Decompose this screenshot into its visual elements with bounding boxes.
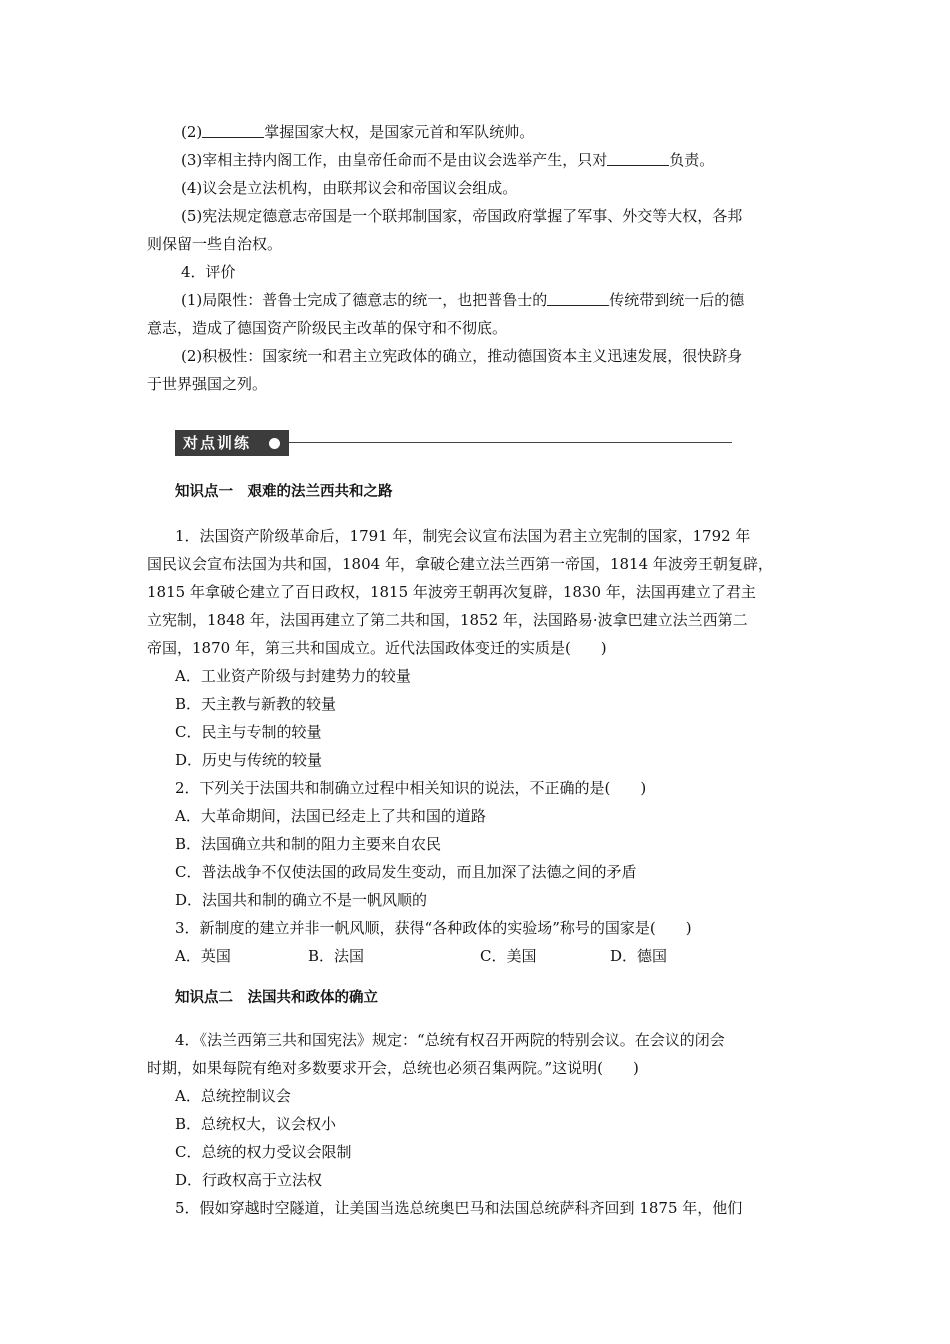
section-two: [175, 984, 815, 1012]
text-line: [147, 230, 815, 258]
answer-option: B．法国确立共和制的阻力主要来自农民: [175, 835, 442, 853]
section-heading: 知识点一 艰难的法兰西共和之路: [175, 484, 393, 500]
line-text: 于世界强国之列。: [147, 375, 268, 393]
text-line: [175, 286, 815, 314]
line-text: 传统带到统一后的德: [609, 291, 745, 309]
answer-option: C．总统的权力受议会限制: [175, 1143, 352, 1161]
question-text: 1．法国资产阶级革命后，1791 年，制宪会议宣布法国为君主立宪制的国家，1792 年: [175, 527, 751, 545]
answer-option: A．英国: [175, 947, 231, 965]
line-text: (3)宰相主持内阁工作，由皇帝任命而不是由议会选举产生，只对: [181, 151, 608, 169]
question-text: 1815 年拿破仑建立了百日政权，1815 年波旁王朝再次复辟，1830 年，法国再建立了君主: [147, 583, 756, 601]
question-text: 立宪制，1848 年，法国再建立了第二共和国，1852 年，法国路易·波拿巴建立法兰西第二: [147, 611, 748, 629]
top-section: [147, 118, 815, 398]
line-text: (5)宪法规定德意志帝国是一个联邦制国家，帝国政府掌握了军事、外交等大权，各邦: [181, 207, 743, 225]
text-line: [147, 370, 815, 398]
answer-option: A．工业资产阶级与封建势力的较量: [175, 667, 411, 685]
text-line: [175, 342, 815, 370]
line-text: 负责。: [669, 151, 715, 169]
line-text: (4)议会是立法机构，由联邦议会和帝国议会组成。: [181, 179, 518, 197]
question-1: [147, 522, 815, 970]
line-text: 4．评价: [181, 263, 236, 281]
text-line: [175, 174, 815, 202]
answer-option: D．行政权高于立法权: [175, 1171, 323, 1189]
line-text: (1)局限性：普鲁士完成了德意志的统一，也把普鲁士的: [181, 291, 548, 309]
line-text: 意志，造成了德国资产阶级民主改革的保守和不彻底。: [147, 319, 508, 337]
banner-text: 对点训练: [183, 434, 252, 452]
question-text: 4．《法兰西第三共和国宪法》规定：“总统有权召开两院的特别会议。在会议的闭会: [175, 1031, 725, 1049]
text-line: [175, 258, 815, 286]
fill-blank: [547, 289, 609, 306]
answer-option: D．历史与传统的较量: [175, 751, 323, 769]
question-text: 3．新制度的建立并非一帆风顺，获得“各种政体的实验场”称号的国家是( ): [175, 919, 692, 937]
fill-blank: [202, 121, 264, 138]
line-text: 掌握国家大权，是国家元首和军队统帅。: [264, 123, 535, 141]
answer-option: A．总统控制议会: [175, 1087, 291, 1105]
answer-option: B．天主教与新教的较量: [175, 695, 337, 713]
text-line: [147, 314, 815, 342]
answer-option: B．总统权大，议会权小: [175, 1115, 337, 1133]
answer-option: D．德国: [610, 947, 668, 965]
text-line: [175, 118, 815, 146]
divider-line: [289, 442, 732, 443]
answer-option: A．大革命期间，法国已经走上了共和国的道路: [175, 807, 486, 825]
line-text: (2): [181, 123, 203, 141]
bullet-dot-icon: [269, 438, 280, 449]
line-text: (2)积极性：国家统一和君主立宪政体的确立，推动德国资本主义迅速发展，很快跻身: [181, 347, 743, 365]
question-text: 帝国，1870 年，第三共和国成立。近代法国政体变迁的实质是( ): [147, 639, 607, 657]
answer-option: B．法国: [308, 947, 365, 965]
answer-option: C．美国: [480, 947, 537, 965]
answer-option: C．普法战争不仅使法国的政局发生变动，而且加深了法德之间的矛盾: [175, 863, 637, 881]
section-heading: 知识点二 法国共和政体的确立: [175, 990, 378, 1006]
answer-options-row: [175, 942, 815, 970]
section-banner: [175, 430, 560, 456]
section-one: [175, 478, 815, 506]
question-4: [147, 1026, 815, 1222]
question-text: 5．假如穿越时空隧道，让美国当选总统奥巴马和法国总统萨科齐回到 1875 年，他们: [175, 1199, 743, 1217]
text-line: [175, 146, 815, 174]
question-text: 国民议会宣布法国为共和国，1804 年，拿破仑建立法兰西第一帝国，1814 年波旁王朝复辟，: [147, 555, 773, 573]
question-text: 2．下列关于法国共和制确立过程中相关知识的说法，不正确的是( ): [175, 779, 647, 797]
fill-blank: [607, 149, 669, 166]
answer-option: C．民主与专制的较量: [175, 723, 322, 741]
answer-option: D．法国共和制的确立不是一帆风顺的: [175, 891, 428, 909]
question-text: 时期，如果每院有绝对多数要求开会，总统也必须召集两院。”这说明( ): [147, 1059, 639, 1077]
line-text: 则保留一些自治权。: [147, 235, 283, 253]
text-line: [175, 202, 815, 230]
